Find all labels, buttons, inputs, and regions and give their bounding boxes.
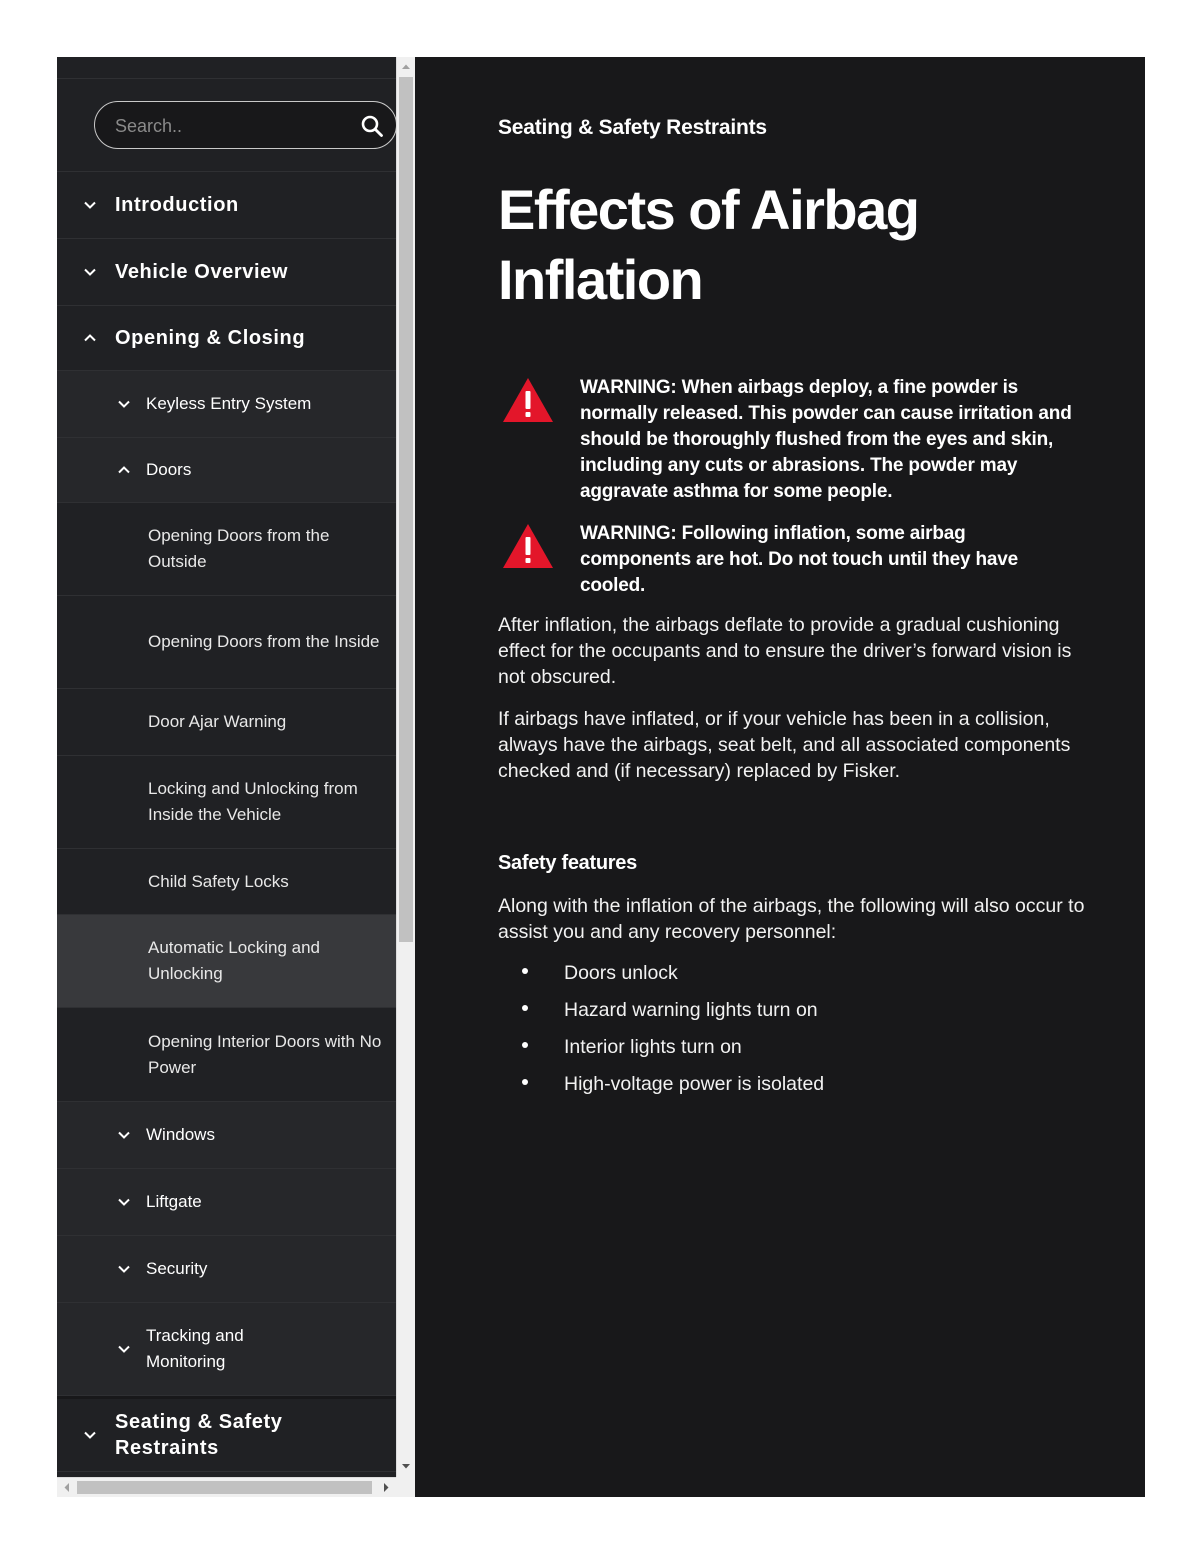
chevron-up-icon bbox=[116, 462, 132, 478]
search-box[interactable] bbox=[94, 101, 396, 149]
list-item-text: Hazard warning lights turn on bbox=[564, 999, 818, 1021]
sidebar-item-label: Keyless Entry System bbox=[146, 394, 312, 413]
sidebar-item-label: Locking and Unlocking from Inside the Vehicle bbox=[148, 779, 358, 824]
list-item bbox=[498, 957, 1098, 994]
sidebar-item-label: Child Safety Locks bbox=[148, 871, 289, 891]
sidebar-item-label: Introduction bbox=[115, 193, 239, 216]
sidebar-item-label: Windows bbox=[146, 1125, 215, 1144]
sidebar-item-label: Doors bbox=[146, 460, 192, 479]
sidebar-item-interior-doors-no-power[interactable] bbox=[57, 1008, 396, 1102]
bullet-dot bbox=[522, 1079, 528, 1085]
scroll-left-arrow-icon[interactable] bbox=[58, 1478, 76, 1497]
section-intro: Along with the inflation of the airbags, the following will also occur to assist you and any recovery personnel: bbox=[498, 895, 1085, 943]
bullet-list bbox=[498, 957, 1098, 1105]
list-item-text: Interior lights turn on bbox=[564, 1036, 742, 1058]
warning-text: WARNING: Following inflation, some airbag components are hot. Do not touch until they have cooled. bbox=[580, 523, 1018, 596]
sidebar-item-label: Vehicle Overview bbox=[115, 260, 289, 283]
sidebar-item-door-ajar-warning[interactable] bbox=[57, 689, 396, 756]
chevron-down-icon bbox=[116, 1194, 132, 1210]
sidebar-top-divider bbox=[57, 57, 396, 79]
app-frame bbox=[57, 57, 1145, 1497]
warning-icon bbox=[502, 523, 554, 569]
bullet-dot bbox=[522, 968, 528, 974]
sidebar-horizontal-scrollbar[interactable] bbox=[57, 1477, 396, 1497]
sidebar-item-label: Opening Doors from the Outside bbox=[148, 526, 330, 571]
sidebar-nav bbox=[57, 57, 396, 1477]
sidebar-item-label: Door Ajar Warning bbox=[148, 712, 287, 731]
search-input[interactable] bbox=[113, 112, 347, 140]
sidebar-item-windows[interactable] bbox=[57, 1102, 396, 1169]
vertical-scroll-thumb[interactable] bbox=[399, 77, 413, 942]
sidebar-item-liftgate[interactable] bbox=[57, 1169, 396, 1236]
warning-text: WARNING: When airbags deploy, a fine powder is normally released. This powder can cause irritation and should be thoroughly flushed from the eyes and skin, including any cuts or abrasions. The powder may aggravate asthma for some people. bbox=[580, 377, 1072, 502]
sidebar-item-opening-doors-inside[interactable] bbox=[57, 596, 396, 689]
sidebar-item-label: Opening Doors from the Inside bbox=[148, 632, 380, 651]
sidebar-item-automatic-locking[interactable] bbox=[57, 915, 396, 1008]
sidebar-item-label: Liftgate bbox=[146, 1192, 202, 1211]
horizontal-scroll-thumb[interactable] bbox=[77, 1481, 372, 1494]
warning-icon bbox=[502, 377, 554, 423]
sidebar-item-opening-closing[interactable] bbox=[57, 306, 396, 371]
bullet-dot bbox=[522, 1042, 528, 1048]
scroll-up-arrow-icon[interactable] bbox=[397, 58, 415, 76]
list-item bbox=[498, 1031, 1098, 1068]
body-paragraph: If airbags have inflated, or if your vehicle has been in a collision, always have the airbags, seat belt, and all associated components checked and (if necessary) replaced by Fisker. bbox=[498, 708, 1071, 782]
sidebar-item-label: Opening Interior Doors with No Power bbox=[148, 1031, 382, 1077]
body-paragraph: After inflation, the airbags deflate to provide a gradual cushioning effect for the occupants and to ensure the driver’s forward vision is not obscured. bbox=[498, 614, 1072, 688]
list-item bbox=[498, 1068, 1098, 1105]
page-title: Effects of Airbag Inflation bbox=[498, 178, 919, 311]
section-title: Safety features bbox=[498, 852, 637, 874]
scrollbar-corner bbox=[396, 1477, 415, 1497]
sidebar-item-tracking-monitoring[interactable] bbox=[57, 1303, 396, 1396]
list-item bbox=[498, 994, 1098, 1031]
chevron-down-icon bbox=[116, 1261, 132, 1277]
chevron-down-icon bbox=[82, 1427, 98, 1443]
sidebar-item-security[interactable] bbox=[57, 1236, 396, 1303]
list-item-text: Doors unlock bbox=[564, 962, 678, 984]
breadcrumb[interactable]: Seating & Safety Restraints bbox=[498, 116, 767, 139]
scroll-right-arrow-icon[interactable] bbox=[377, 1478, 395, 1497]
bullet-dot bbox=[522, 1005, 528, 1011]
list-item-text: High-voltage power is isolated bbox=[564, 1073, 825, 1095]
sidebar-item-label: Security bbox=[146, 1259, 208, 1278]
sidebar-item-label: Seating & Safety Restraints bbox=[115, 1411, 283, 1459]
sidebar-item-doors[interactable] bbox=[57, 438, 396, 503]
sidebar-item-seating-safety[interactable] bbox=[57, 1396, 396, 1472]
search-area bbox=[57, 79, 396, 172]
sidebar-item-opening-doors-outside[interactable] bbox=[57, 503, 396, 596]
scroll-down-arrow-icon[interactable] bbox=[397, 1457, 415, 1475]
sidebar-item-label: Tracking and Monitoring bbox=[146, 1326, 244, 1371]
chevron-down-icon bbox=[82, 197, 98, 213]
sidebar-item-introduction[interactable] bbox=[57, 172, 396, 239]
sidebar-item-label: Opening & Closing bbox=[115, 326, 306, 349]
search-icon[interactable] bbox=[360, 114, 384, 138]
chevron-down-icon bbox=[82, 264, 98, 280]
chevron-down-icon bbox=[116, 1127, 132, 1143]
sidebar-item-vehicle-overview[interactable] bbox=[57, 239, 396, 306]
chevron-down-icon bbox=[116, 396, 132, 412]
sidebar-item-label: Automatic Locking and Unlocking bbox=[148, 938, 320, 983]
sidebar-item-child-safety-locks[interactable] bbox=[57, 849, 396, 915]
sidebar-item-locking-unlocking-inside[interactable] bbox=[57, 756, 396, 849]
chevron-down-icon bbox=[116, 1341, 132, 1357]
chevron-up-icon bbox=[82, 330, 98, 346]
sidebar-vertical-scrollbar[interactable] bbox=[396, 57, 415, 1477]
sidebar-item-keyless-entry[interactable] bbox=[57, 371, 396, 438]
